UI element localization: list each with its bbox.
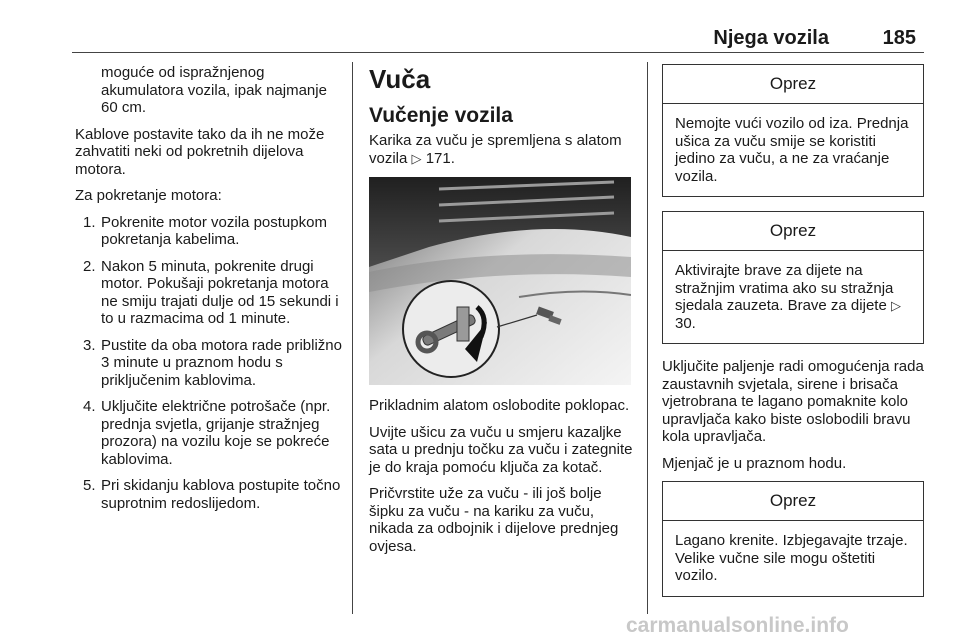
caution-body [663, 251, 923, 343]
caution-box-2 [662, 211, 924, 344]
middle-paragraph-1: Prikladnim alatom oslobodite poklopac. [369, 397, 630, 414]
list-item [75, 337, 343, 390]
step-text: Pokrenite motor vozila postupkom pokretanja kabelima. [101, 213, 327, 248]
caution-box-1 [662, 64, 924, 197]
intro-text: Karika za vuču je spremljena s alatom vozila [369, 132, 622, 167]
left-column [75, 64, 343, 521]
continued-text: moguće od ispražnjenog akumulatora vozila, ipak najmanje 60 cm. [101, 64, 327, 116]
step-text: Pri skidanju kablova postupite točno suprotnim redoslijedom. [101, 477, 341, 512]
step-number: 1. [83, 213, 96, 231]
header-title: Njega vozila [713, 27, 829, 49]
start-intro: Za pokretanje motora: [75, 187, 222, 204]
watermark: carmanualsonline.info [626, 614, 849, 637]
list-item [75, 477, 343, 512]
intro-paragraph [369, 132, 633, 167]
arrow-ref-icon: ▷ [890, 298, 901, 313]
arrow-ref-icon: ▷ [411, 150, 422, 166]
step-number: 5. [83, 477, 96, 494]
caution-title: Oprez [663, 212, 923, 251]
step-number: 4. [83, 398, 96, 415]
page-header [72, 0, 924, 53]
middle-paragraph-2: Uvijte ušicu za vuču u smjeru kazaljke sata u prednju točku za vuču i zategnite je do kraja pomoću ključa za kotač. [369, 423, 633, 476]
intro-xref-page[interactable]: 171. [425, 149, 455, 167]
start-steps-list [75, 214, 343, 513]
section-title: Vuča [369, 64, 431, 94]
step-text: Nakon 5 minuta, pokrenite drugi motor. Pokušaji pokretanja motora ne smiju trajati dulje od 15 sekundi i to u razmacima od 1 minute. [101, 257, 339, 327]
right-paragraph-2: Mjenjač je u praznom hodu. [662, 454, 847, 472]
right-column [662, 64, 924, 611]
towing-eye-figure [369, 177, 631, 385]
list-item [75, 258, 343, 328]
caution-text: Aktivirajte brave za dijete na stražnjim vratima ako su stražnja sjedala zauzeta. Brave za dijete [675, 262, 894, 314]
right-paragraph-1: Uključite paljenje radi omogućenja rada zaustavnih svjetala, sirene i brisača vjetrobrana te lagano pomaknite kolo upravljača kako biste oslobodili bravu kola upravljača. [662, 358, 924, 445]
cables-paragraph: Kablove postavite tako da ih ne može zahvatiti neki od pokretnih dijelova motora. [75, 125, 325, 178]
caution-text: Nemojte vući vozilo od iza. Prednja ušica za vuču smije se koristiti jedino za vuču, a ne za vraćanje vozila. [675, 115, 909, 185]
middle-column [369, 64, 633, 564]
list-item [75, 398, 343, 468]
column-divider-left [352, 62, 353, 614]
caution-title: Oprez [663, 65, 923, 104]
step-number: 3. [83, 336, 96, 354]
step-text: Uključite električne potrošače (npr. prednja svjetla, grijanje stražnjeg prozora) na vozilu koje se pokreće kablovima. [101, 398, 331, 468]
towing-eye-illustration [369, 177, 631, 385]
caution-box-3 [662, 481, 924, 597]
caution-title: Oprez [663, 482, 923, 521]
subsection-title: Vučenje vozila [369, 104, 513, 127]
caution-text: Lagano krenite. Izbjegavajte trzaje. Velike vučne sile mogu oštetiti vozilo. [675, 532, 908, 584]
page-number: 185 [882, 27, 916, 49]
list-item [75, 214, 343, 249]
caution-xref-page[interactable]: 30. [675, 314, 696, 332]
step-text: Pustite da oba motora rade približno 3 minute u praznom hodu s priključenim kablovima. [101, 336, 342, 389]
column-divider-right [647, 62, 648, 614]
middle-paragraph-3: Pričvrstite uže za vuču - ili još bolje šipku za vuču - na kariku za vuču, nikada za odbojnik i dijelove prednjeg ovjesa. [369, 485, 619, 555]
step-number: 2. [83, 257, 96, 275]
